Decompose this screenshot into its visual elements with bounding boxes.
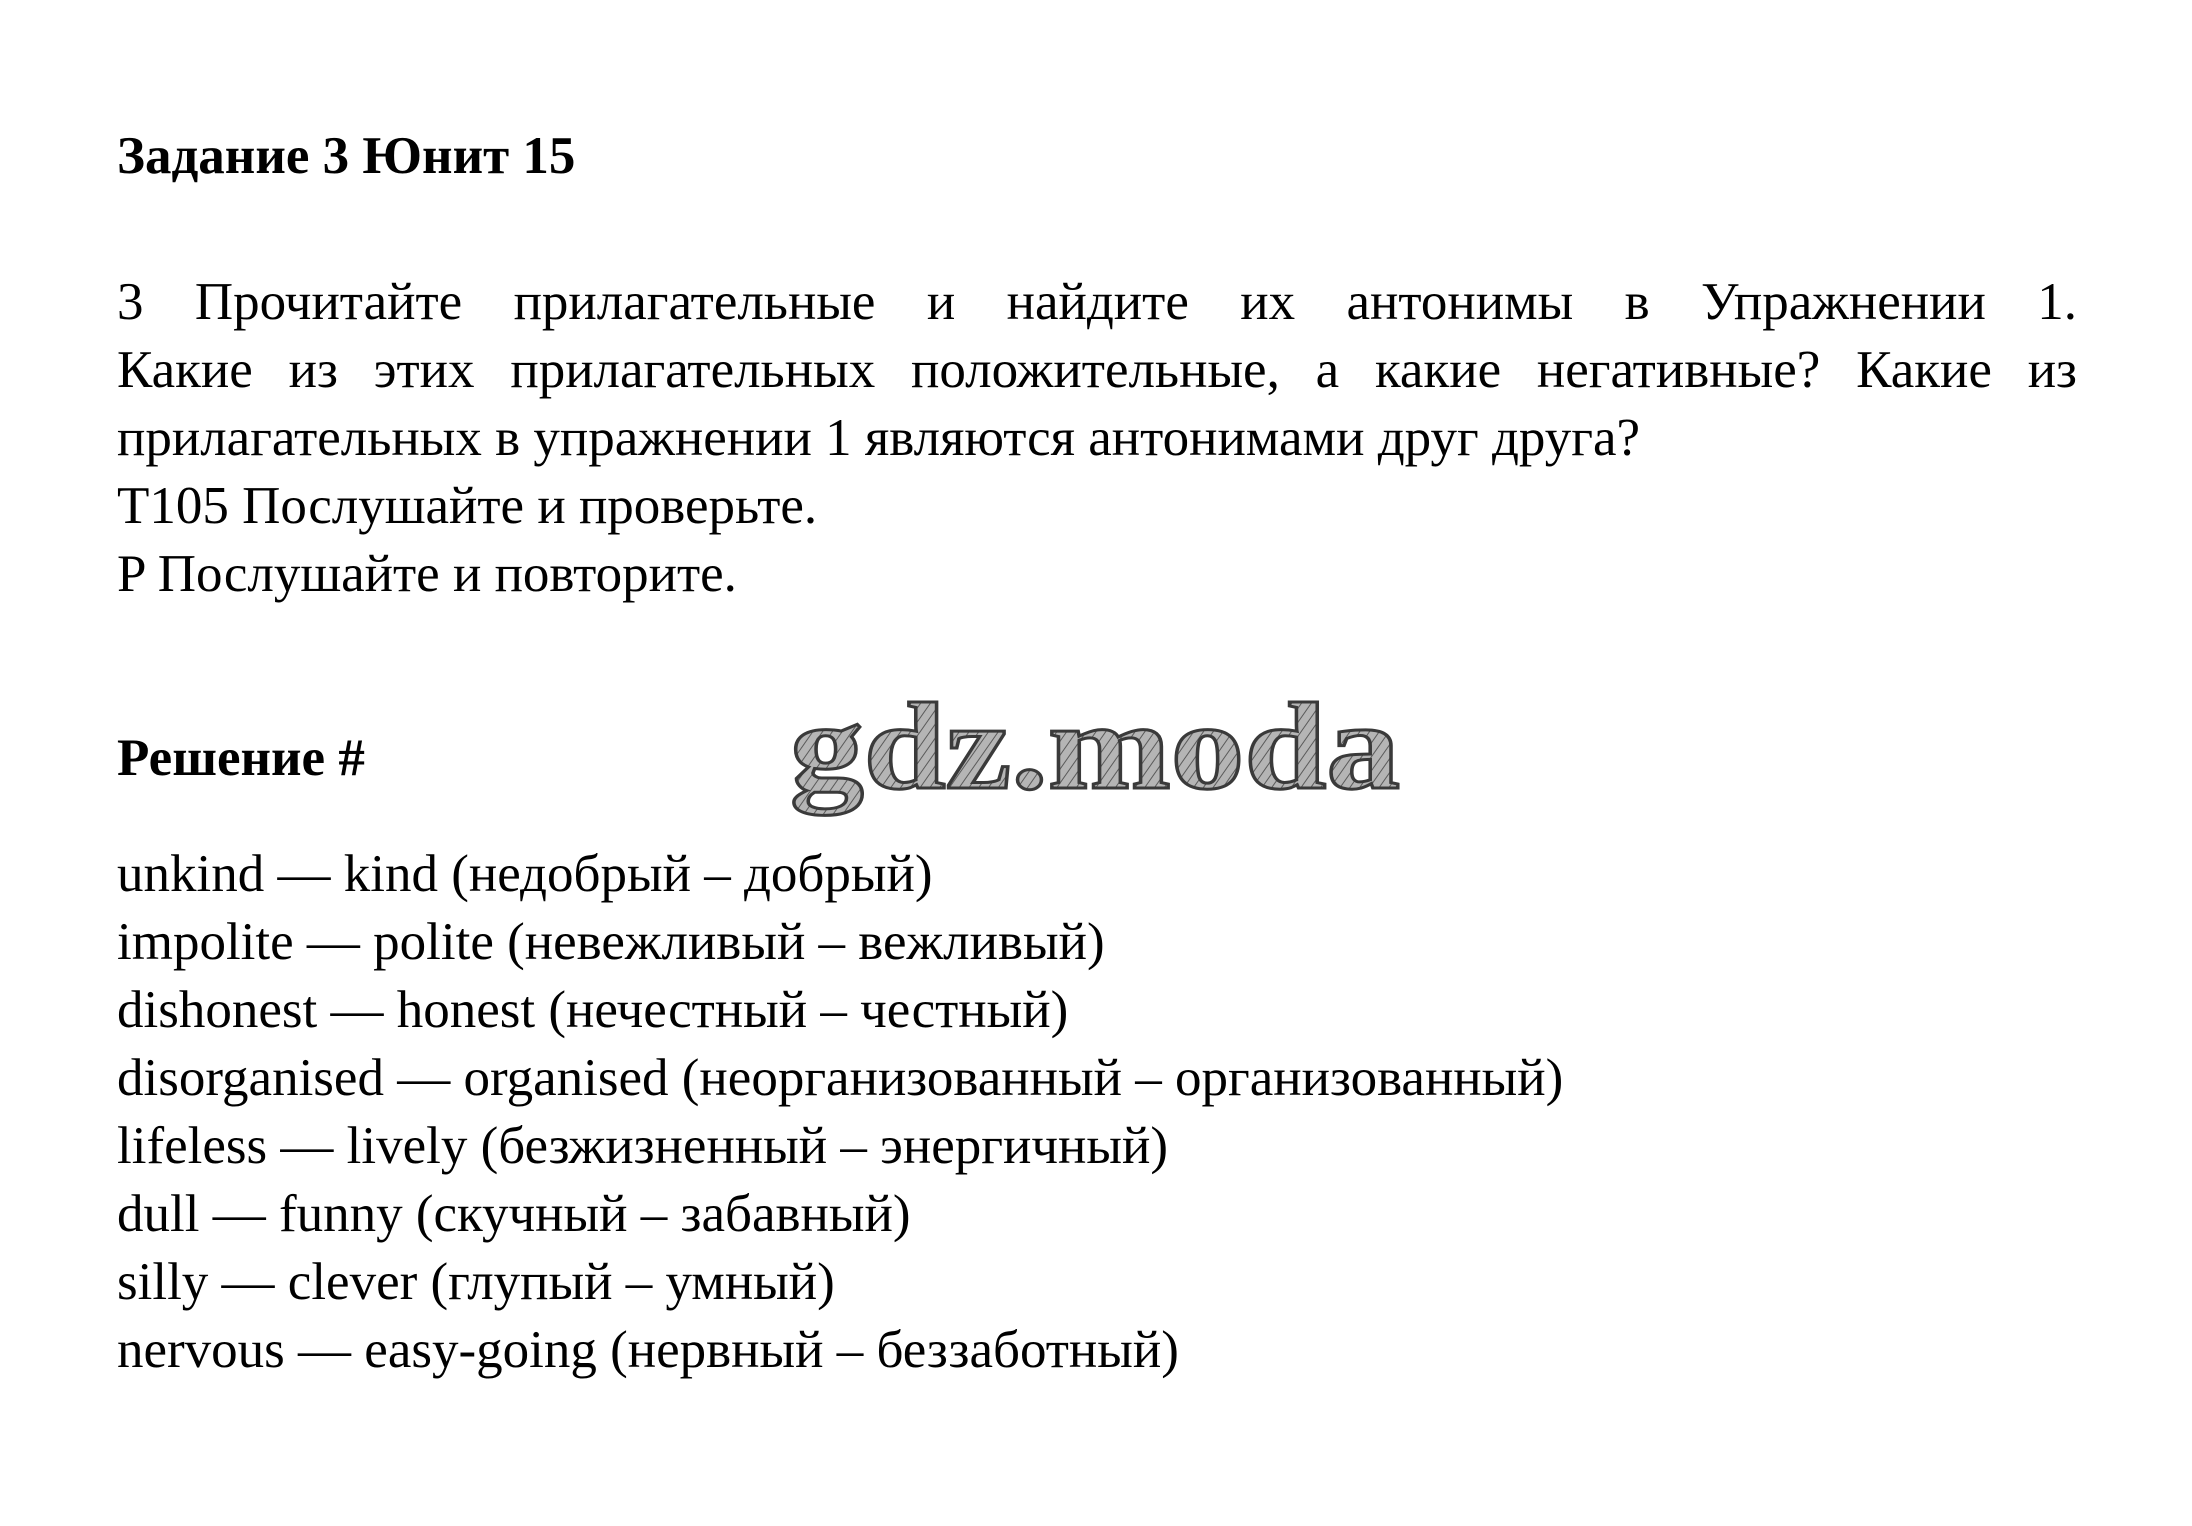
task-line: прилагательных в упражнении 1 являются антонимами друг друга? <box>117 409 1640 467</box>
task-text <box>117 268 2077 608</box>
watermark-logo <box>780 680 1420 830</box>
task-line: Какие из этих прилагательных положительные, а какие негативные? Какие из <box>117 341 2077 399</box>
answer-line: impolite — polite (невежливый – вежливый) <box>117 913 1105 971</box>
svg-text:gdz.moda: gdz.moda <box>790 680 1304 815</box>
answer-line: dishonest — honest (нечестный – честный) <box>117 981 1069 1039</box>
solution-heading: Решение # <box>117 729 365 787</box>
answer-line: nervous — easy-going (нервный – беззаботный) <box>117 1321 1179 1379</box>
answer-line: dull — funny (скучный – забавный) <box>117 1185 911 1243</box>
answer-list <box>117 840 1563 1384</box>
answer-line: silly — clever (глупый – умный) <box>117 1253 835 1311</box>
answer-line: unkind — kind (недобрый – добрый) <box>117 845 933 903</box>
answer-line: disorganised — organised (неорганизованный – организованный) <box>117 1049 1564 1107</box>
task-line: 3 Прочитайте прилагательные и найдите их антонимы в Упражнении 1. <box>117 273 2077 331</box>
task-line: P Послушайте и повторите. <box>117 545 737 603</box>
task-line: T105 Послушайте и проверьте. <box>117 477 818 535</box>
page-title: Задание 3 Юнит 15 <box>117 127 576 185</box>
answer-line: lifeless — lively (безжизненный – энергичный) <box>117 1117 1169 1175</box>
